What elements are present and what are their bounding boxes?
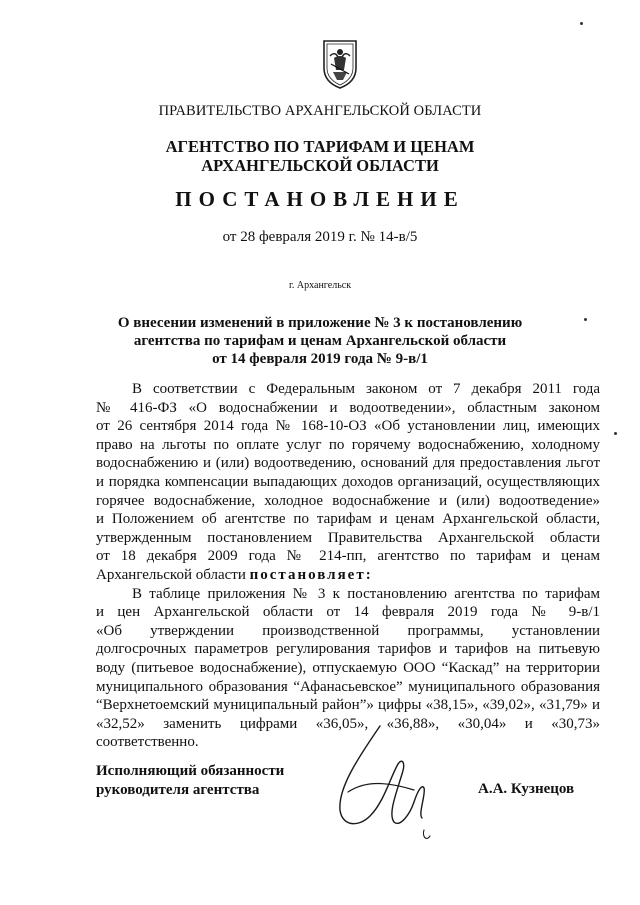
resolution-word: постановляет: bbox=[249, 566, 373, 583]
body-line: долгосрочных параметров регулирования тарифов и тарифов на питьевую bbox=[96, 641, 600, 658]
signatory-position bbox=[96, 762, 284, 800]
paragraph-1 bbox=[96, 380, 600, 585]
body-line: муниципального образования “Афанасьевское” муниципального образования bbox=[96, 678, 600, 695]
government-title: ПРАВИТЕЛЬСТВО АРХАНГЕЛЬСКОЙ ОБЛАСТИ bbox=[158, 103, 482, 119]
body-line: воду (питьевое водоснабжение), отпускаемую ООО “Каскад” на территории bbox=[96, 659, 600, 676]
body-line: В таблице приложения № 3 к постановлению агентства по тарифам bbox=[132, 585, 600, 602]
body-line: соответственно. bbox=[96, 734, 199, 751]
document-subject bbox=[0, 314, 640, 368]
body-line-text: Архангельской области bbox=[96, 566, 246, 583]
body-line: № 416-ФЗ «О водоснабжении и водоотведении», областным законом bbox=[96, 399, 600, 416]
body-line: право на льготы по оплате услуг по горячему водоснабжению, холодному bbox=[96, 436, 600, 453]
body-line: «Об утверждении производственной программы, установлении bbox=[96, 622, 600, 639]
document-body bbox=[96, 380, 600, 752]
scan-speck bbox=[580, 22, 583, 25]
signatory-position-line1: Исполняющий обязанности bbox=[96, 763, 285, 779]
body-line: «32,52» заменить цифрами «36,05», «36,88», «30,04» и «30,73» bbox=[96, 715, 600, 732]
body-line: горячее водоснабжение, холодное водоснабжение и (или) водоотведение» bbox=[96, 492, 600, 509]
body-line: “Верхнетоемский муниципальный район”» цифры «38,15», «39,02», «31,79» и bbox=[96, 697, 600, 714]
subject-line2: агентства по тарифам и ценам Архангельской области bbox=[133, 333, 507, 349]
signatory-position-line2: руководителя агентства bbox=[96, 782, 260, 798]
body-line: водоснабжению и (или) водоотведению, оснований для предоставления льгот bbox=[96, 455, 600, 472]
body-line: В соответствии с Федеральным законом от 7 декабря 2011 года bbox=[132, 381, 600, 397]
body-line: от 26 сентября 2014 года № 168-10-ОЗ «Об установлении лиц, имеющих bbox=[96, 418, 600, 435]
subject-line1: О внесении изменений в приложение № 3 к постановлению bbox=[117, 315, 523, 331]
scan-speck bbox=[614, 432, 617, 435]
signatory-name: А.А. Кузнецов bbox=[478, 781, 575, 797]
body-line bbox=[96, 566, 600, 585]
body-line: и порядка компенсации выпадающих доходов организаций, осуществляющих bbox=[96, 473, 600, 490]
body-line: утвержденным постановлением Правительства Архангельской области bbox=[96, 529, 600, 546]
agency-title-line2: АРХАНГЕЛЬСКОЙ ОБЛАСТИ bbox=[201, 156, 439, 175]
body-line: и Положением об агентстве по тарифам и ценам Архангельской области, bbox=[96, 511, 600, 528]
subject-line3: от 14 февраля 2019 года № 9-в/1 bbox=[212, 351, 428, 367]
document-type: ПОСТАНОВЛЕНИЕ bbox=[175, 187, 465, 211]
scan-speck bbox=[584, 318, 587, 321]
agency-title-line1: АГЕНТСТВО ПО ТАРИФАМ И ЦЕНАМ bbox=[165, 137, 475, 156]
body-line: и цен Архангельской области от 14 февраля 2019 года № 9-в/1 bbox=[96, 604, 600, 621]
document-city: г. Архангельск bbox=[288, 280, 352, 291]
body-line: от 18 декабря 2009 года № 214-пп, агентство по тарифам и ценам bbox=[96, 548, 600, 565]
coat-of-arms-icon bbox=[321, 38, 359, 90]
document-date-number: от 28 февраля 2019 г. № 14-в/5 bbox=[222, 229, 418, 245]
handwritten-signature bbox=[318, 718, 438, 858]
agency-title bbox=[0, 137, 640, 175]
